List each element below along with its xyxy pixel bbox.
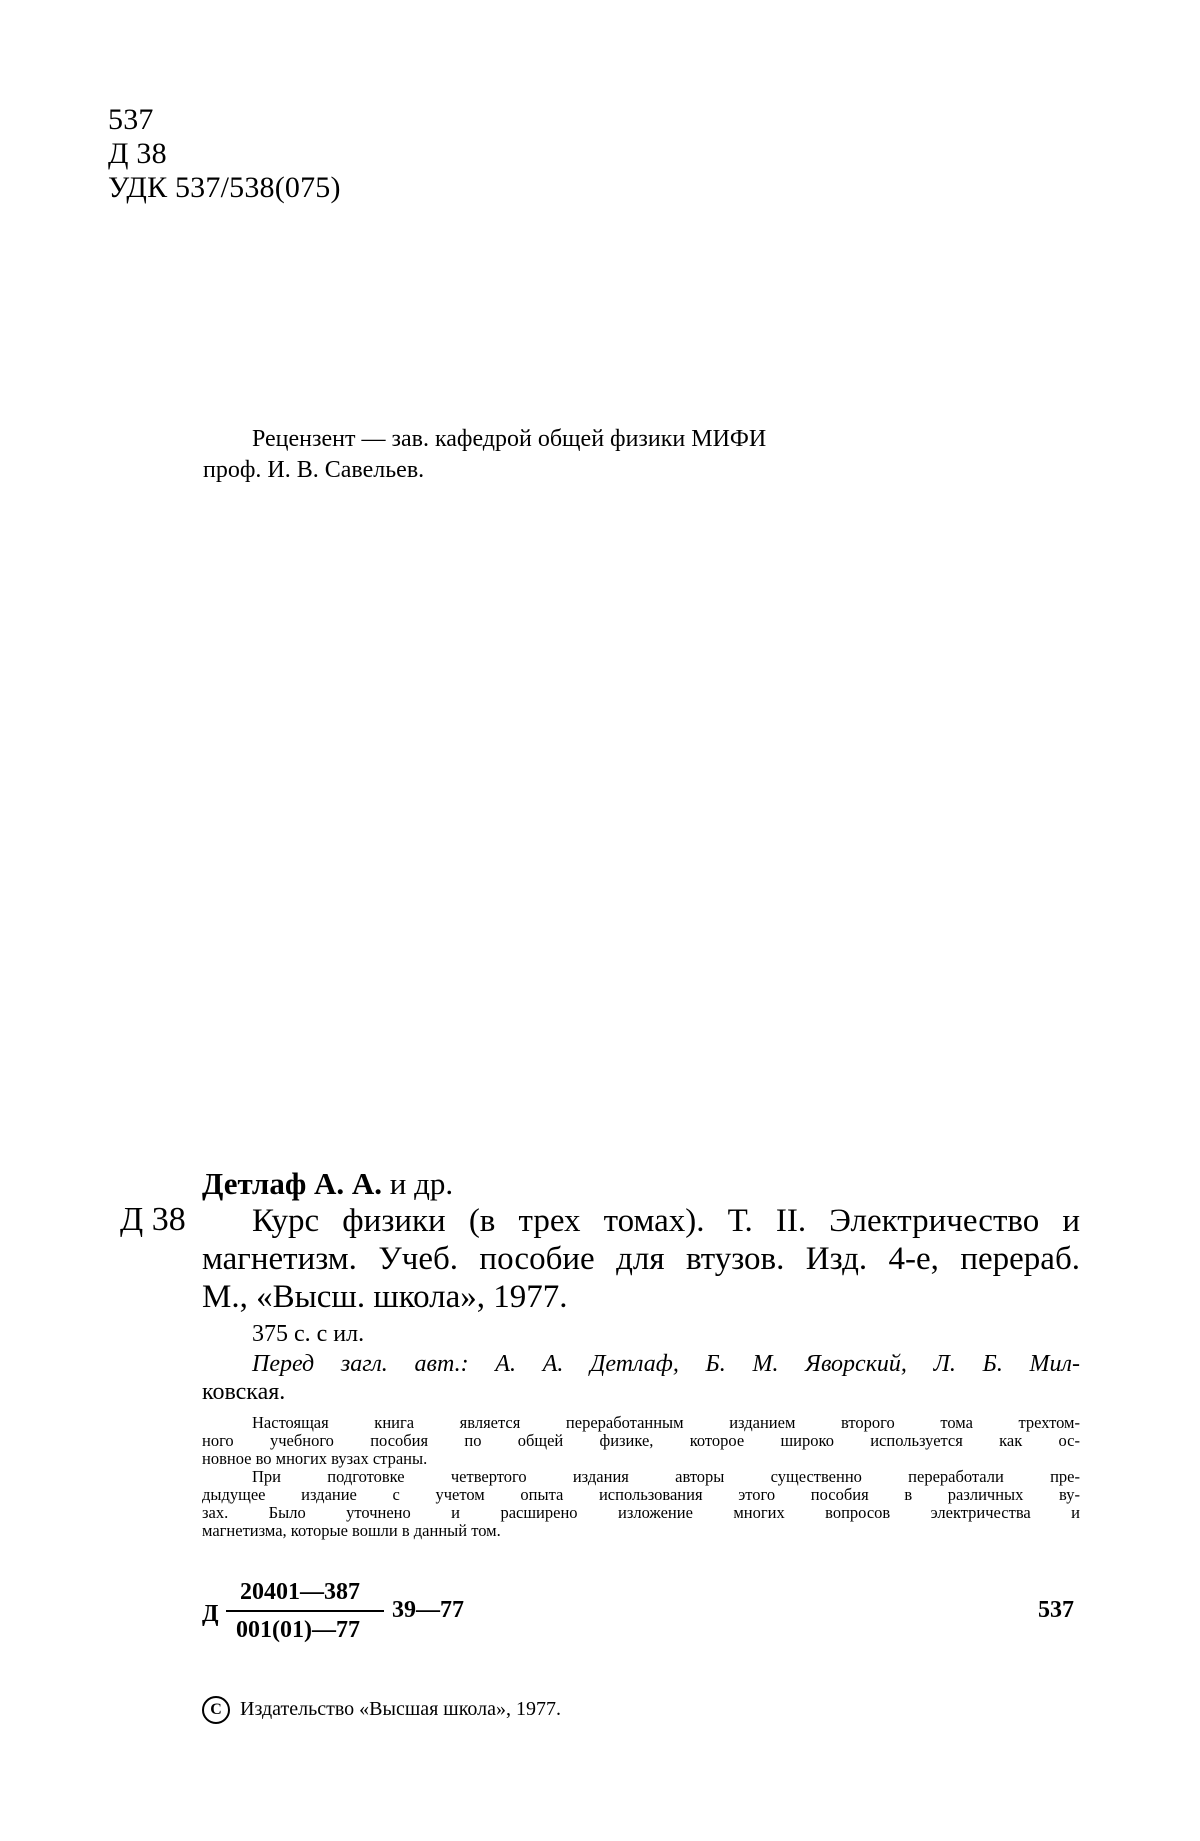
annotation-p1-line1: Настоящая книга является переработанным изданием второго тома трехтом- [252,1413,1080,1432]
title-line-1: Курс физики (в трех томах). Т. II. Электричество и [252,1203,1080,1239]
reviewer-line-1: Рецензент — зав. кафедрой общей физики МИФИ [252,426,767,452]
copyright-line [202,1696,561,1724]
title-line-3: М., «Высш. школа», 1977. [202,1279,568,1315]
code-right: 537 [1038,1597,1074,1623]
author-name: Детлаф А. А. [202,1166,383,1201]
annotation-p2-line2: дыдущее издание с учетом опыта использования этого пособия в различных ву- [202,1485,1080,1504]
annotation-p2-line1: При подготовке четвертого издания авторы существенно переработали пре- [252,1467,1080,1486]
entry-mark: Д 38 [120,1201,186,1238]
copyright-icon: C [202,1696,230,1724]
annotation-p2-line4: магнетизма, которые вошли в данный том. [202,1521,501,1540]
bbk-index: 537 [108,103,154,136]
author-mark: Д 38 [108,137,167,170]
code-letter: Д [202,1601,219,1627]
author-etal: и др. [389,1166,454,1201]
annotation-p1-line3: новное во многих вузах страны. [202,1449,428,1468]
page-count: 375 с. с ил. [252,1321,365,1347]
entry-author [202,1166,453,1202]
code-denominator: 001(01)—77 [236,1617,360,1643]
code-suffix: 39—77 [392,1597,464,1623]
title-line-2: магнетизм. Учеб. пособие для втузов. Изд. 4-е, перераб. [202,1241,1080,1277]
annotation-p1-line2: ного учебного пособия по общей физике, которое широко используется как ос- [202,1431,1080,1450]
authors-line-1: Перед загл. авт.: А. А. Детлаф, Б. М. Яворский, Л. Б. Мил- [252,1351,1080,1377]
authors-line-2: ковская. [202,1379,286,1405]
copyright-text: Издательство «Высшая школа», 1977. [240,1698,561,1720]
fraction-bar [226,1610,384,1612]
code-numerator: 20401—387 [240,1579,360,1605]
udc-index: УДК 537/538(075) [108,171,341,204]
annotation-p2-line3: зах. Было уточнено и расширено изложение многих вопросов электричества и [202,1503,1080,1522]
reviewer-line-2: проф. И. В. Савельев. [203,457,425,483]
